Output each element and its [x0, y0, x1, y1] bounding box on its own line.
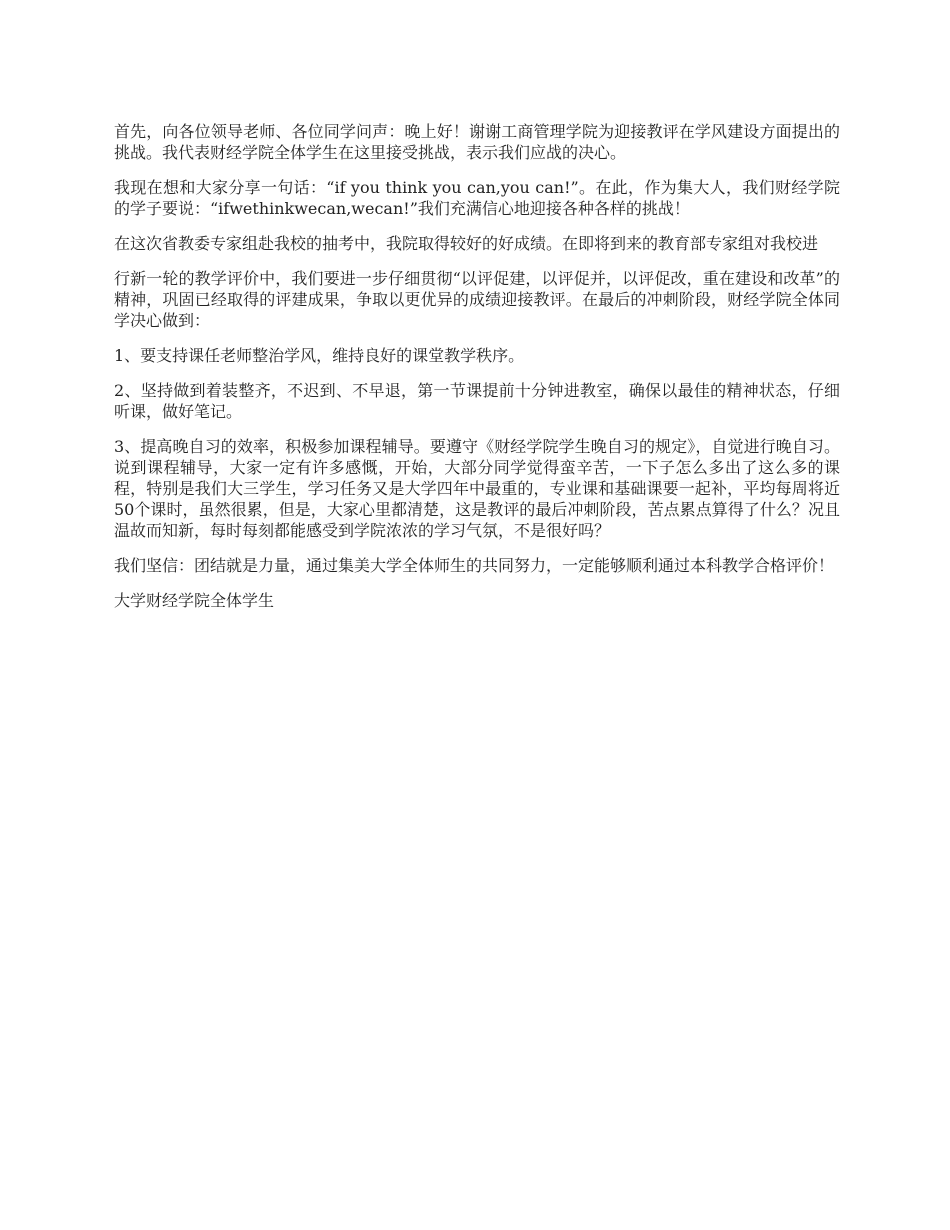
- signature: 大学财经学院全体学生: [114, 591, 275, 610]
- achievement-paragraph: 在这次省教委专家组赴我校的抽考中，我院取得较好的好成绩。在即将到来的教育部专家组对我校进: [114, 234, 819, 253]
- pledge-item-3: 3、提高晚自习的效率，积极参加课程辅导。要遵守《财经学院学生晚自习的规定》，自觉进行晚自习。说到课程辅导，大家一定有许多感慨，开始，大部分同学觉得蛮辛苦，一下子怎么多出了这么多的课程，特别是我们大三学生，学习任务又是大学四年中最重的，专业课和基础课要一起补，平均每周将近50个课时，虽然很累，但是，大家心里都清楚，这是教评的最后冲刺阶段，苦点累点算得了什么？况且温故而知新，每时每刻都能感受到学院浓浓的学习气氛，不是很好吗？: [114, 437, 840, 540]
- evaluation-paragraph: 行新一轮的教学评价中，我们要进一步仔细贯彻“以评促建，以评促并，以评促改，重在建设和改革”的精神，巩固已经取得的评建成果，争取以更优异的成绩迎接教评。在最后的冲刺阶段，财经学院全体同学决心做到：: [114, 269, 840, 330]
- document-body: [114, 121, 840, 611]
- conclusion-paragraph: 我们坚信：团结就是力量，通过集美大学全体师生的共同努力，一定能够顺利通过本科教学合格评价！: [114, 556, 835, 575]
- pledge-item-1: 1、要支持课任老师整治学风，维持良好的课堂教学秩序。: [114, 346, 525, 365]
- pledge-item-2: 2、坚持做到着装整齐，不迟到、不早退，第一节课提前十分钟进教室，确保以最佳的精神状态，仔细听课，做好笔记。: [114, 381, 840, 421]
- greeting-paragraph: 首先，向各位领导老师、各位同学问声：晚上好！谢谢工商管理学院为迎接教评在学风建设方面提出的挑战。我代表财经学院全体学生在这里接受挑战，表示我们应战的决心。: [114, 122, 840, 162]
- slogan-paragraph: 我现在想和大家分享一句话：“if you think you can,you can!”。在此，作为集大人，我们财经学院的学子要说：“ifwethinkwecan,wecan!”我们充满信心地迎接各种各样的挑战！: [114, 178, 840, 218]
